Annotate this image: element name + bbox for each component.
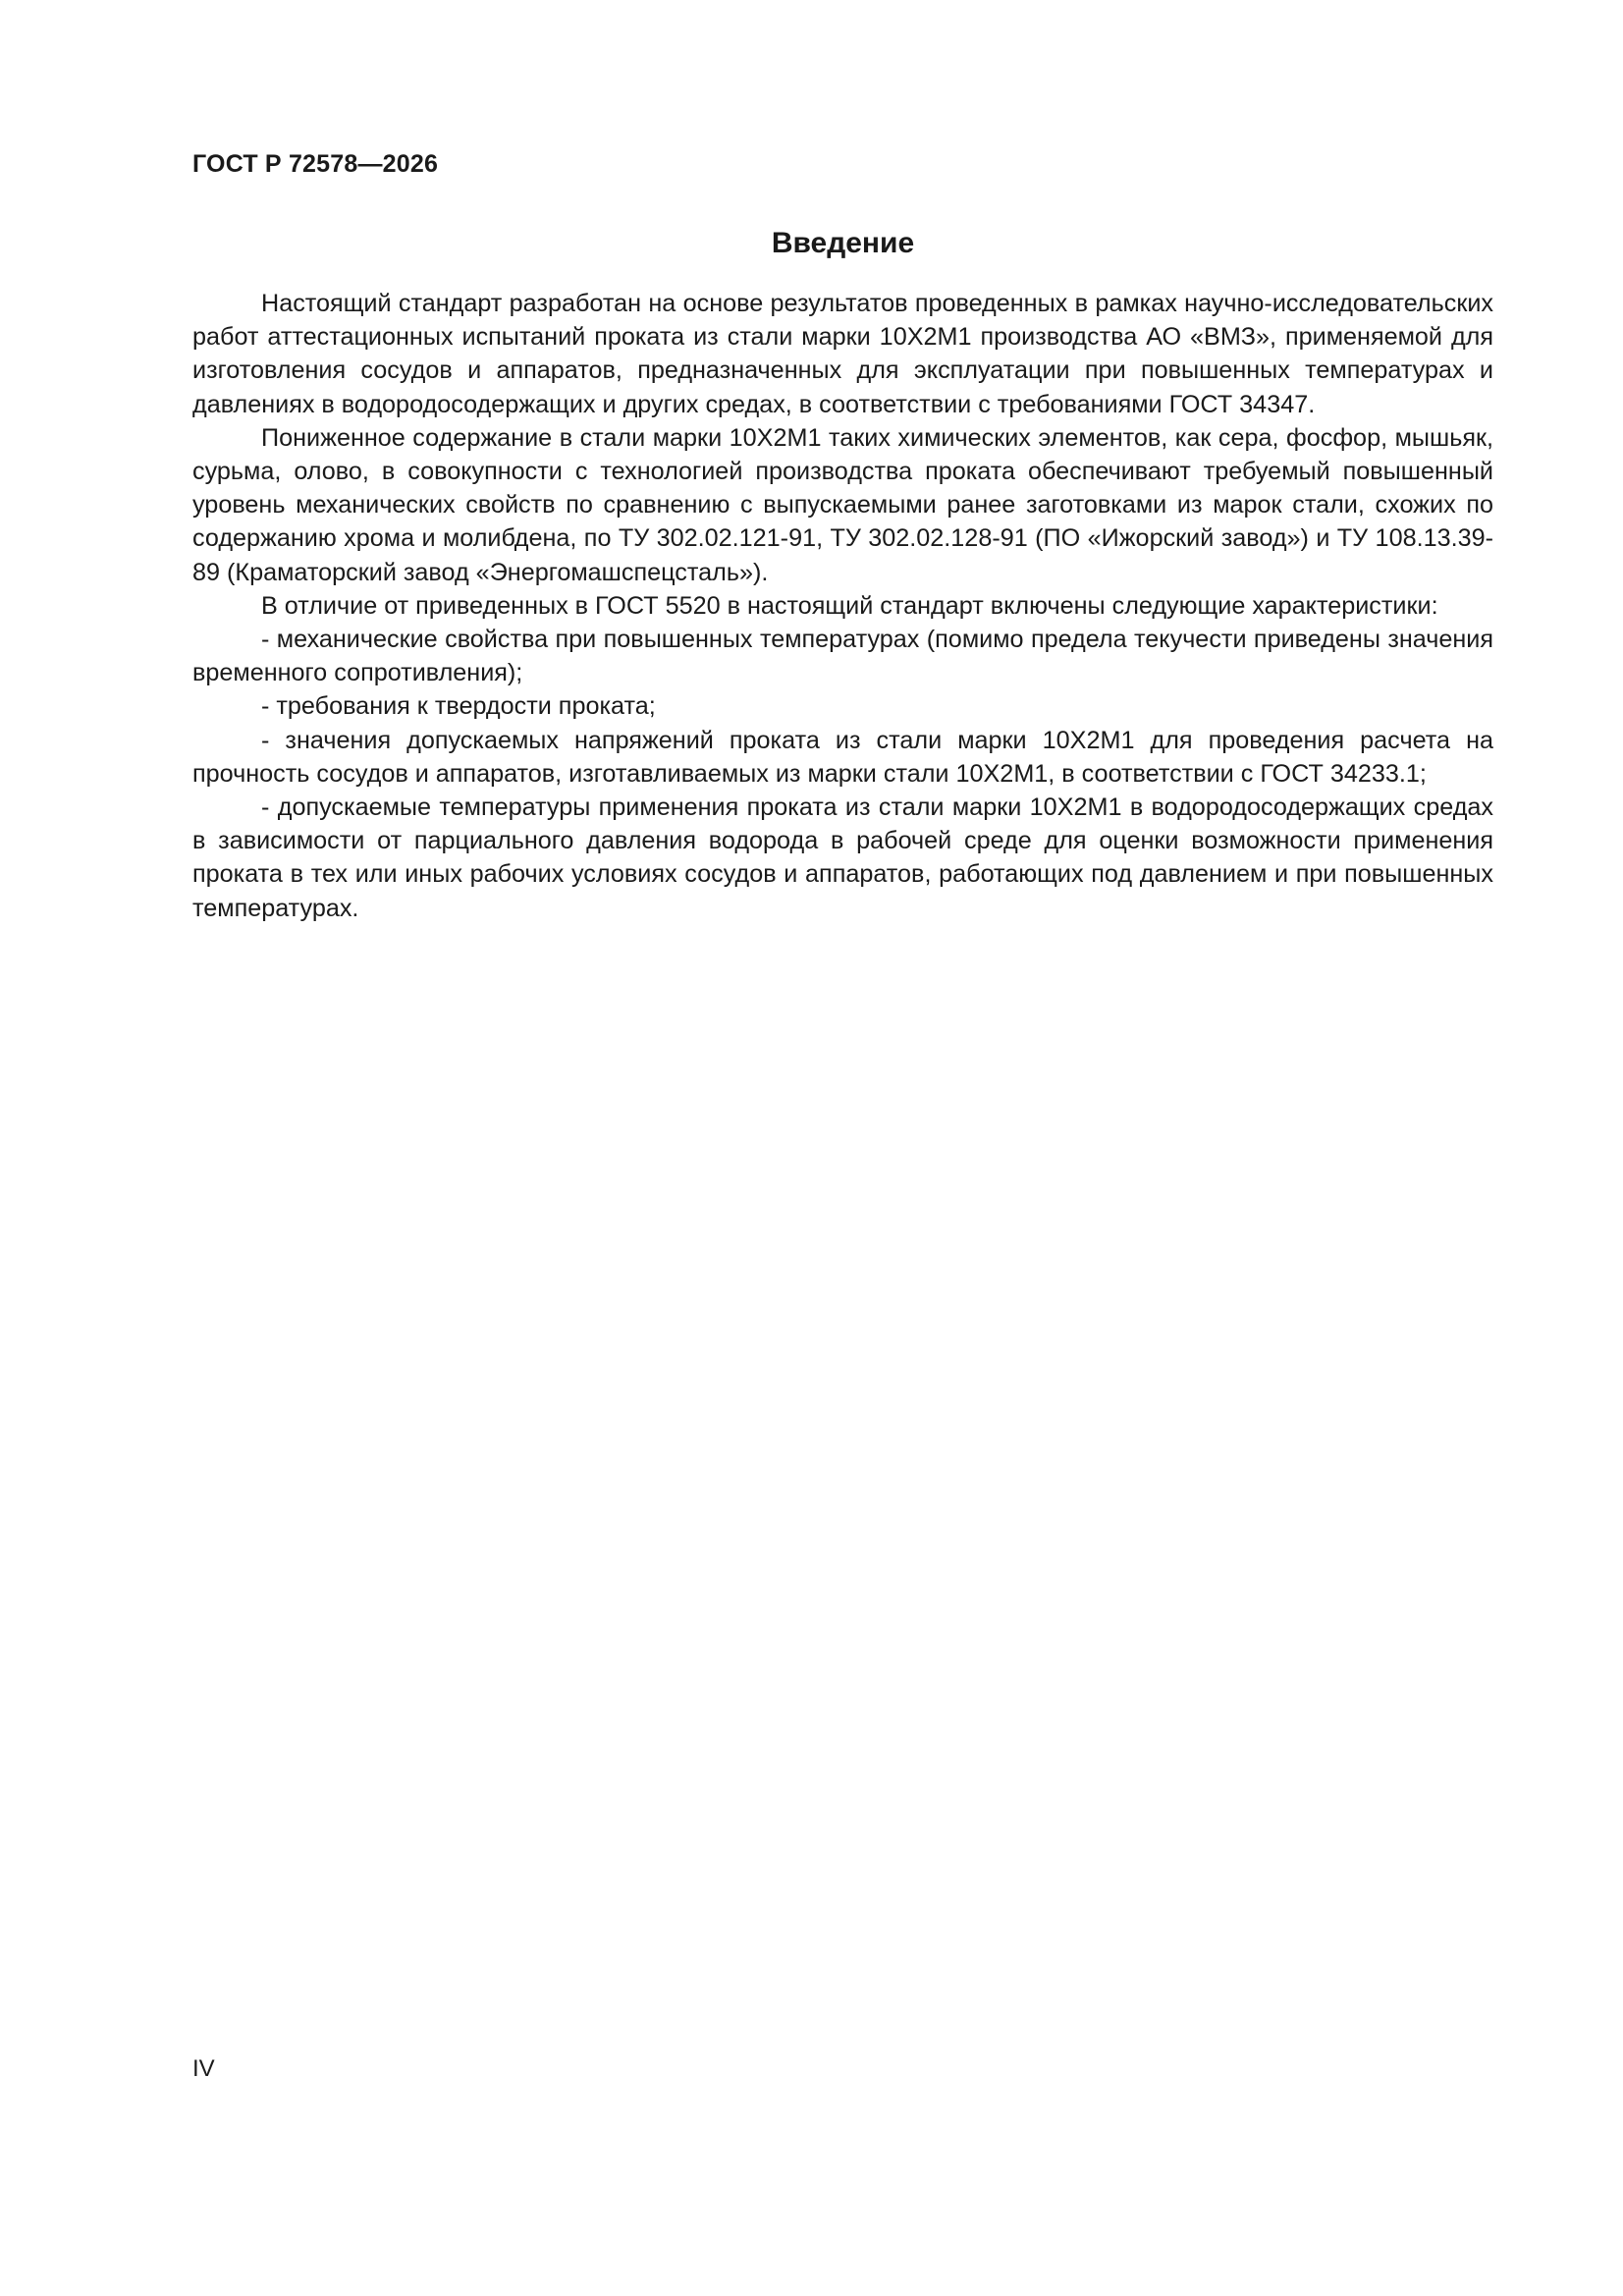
list-item-allowable-stress: - значения допускаемых напряжений проката из стали марки 10Х2М1 для проведения расчета на прочность сосудов и аппаратов, изготавливаемых из марки стали 10Х2М1, в соответствии с ГОСТ 34233.1; [192,726,1493,788]
paragraph-differences: В отличие от приведенных в ГОСТ 5520 в настоящий стандарт включены следующие характеристики: [261,591,1438,620]
section-title: Введение [771,227,915,259]
document-code: ГОСТ Р 72578—2026 [192,150,439,178]
list-item-mechanical-properties: - механические свойства при повышенных температурах (помимо предела текучести приведены значения временного сопротивления); [192,626,1493,687]
page-number: IV [192,2055,215,2082]
list-item-allowable-temperature: - допускаемые температуры применения проката из стали марки 10Х2М1 в водородосодержащих средах в зависимости от парциального давления водорода в рабочей среде для оценки возможности применения проката в тех или иных рабочих условиях сосудов и аппаратов, работающих под давлением и при повышенных температурах. [192,793,1493,922]
section-body [192,287,1493,925]
list-item-hardness: - требования к твердости проката; [261,692,656,721]
paragraph-intro: Настоящий стандарт разработан на основе результатов проведенных в рамках научно-исследовательских работ аттестационных испытаний проката из стали марки 10Х2М1 производства АО «ВМЗ», применяемой для изготовления сосудов и аппаратов, предназначенных для эксплуатации при повышенных температурах и давлениях в водородосодержащих и других средах, в соответствии с требованиями ГОСТ 34347. [192,290,1493,418]
paragraph-composition: Пониженное содержание в стали марки 10Х2М1 таких химических элементов, как сера, фосфор, мышьяк, сурьма, олово, в совокупности с технологией производства проката обеспечивают требуемый повышенный уровень механических свойств по сравнению с выпускаемыми ранее заготовками из марок стали, схожих по содержанию хрома и молибдена, по ТУ 302.02.121-91, ТУ 302.02.128-91 (ПО «Ижорский завод») и ТУ 108.13.39-89 (Краматорский завод «Энергомашспецсталь»). [192,423,1493,586]
